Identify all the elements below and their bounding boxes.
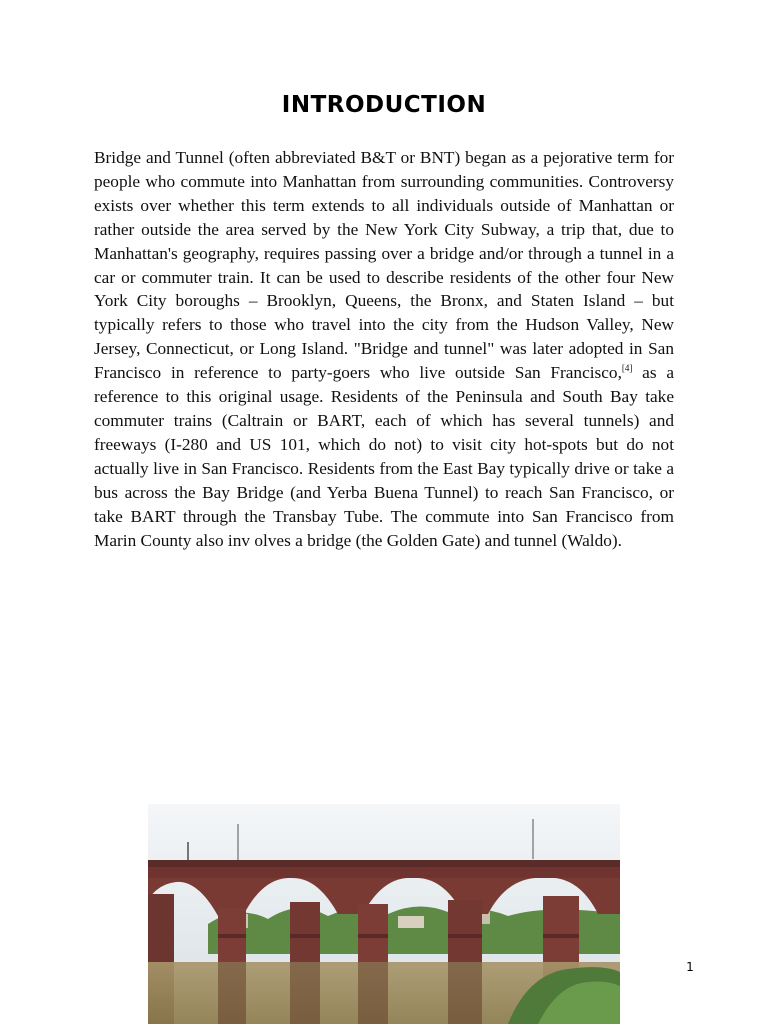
page-number: 1 bbox=[686, 960, 694, 974]
paragraph-text-part2: as a reference to this original usage. Residents of the Peninsula and South Bay take commuter trains (Caltrain or BART, each of which has several tunnels) and freeways (I-280 and US 101, which do not) to visit city hot-spots but do not actually live in San Francisco. Residents from the East Bay typically drive or take a bus across the Bay Bridge (and Yerba Buena Tunnel) to reach San Francisco, or take BART through the Transbay Tube. The commute into San Francisco from Marin County also inv olves a bridge (the Golden Gate) and tunnel (Waldo). bbox=[94, 363, 674, 550]
citation-link[interactable]: [4] bbox=[621, 363, 633, 374]
bridge-photo bbox=[148, 804, 620, 1024]
page-title: INTRODUCTION bbox=[281, 92, 487, 118]
bridge-photo-graphic bbox=[148, 804, 620, 1024]
intro-paragraph bbox=[94, 146, 674, 552]
paragraph-text-part1: Bridge and Tunnel (often abbreviated B&T or BNT) began as a pejorative term for people who commute into Manhattan from surrounding communities. Controversy exists over whether this term extends to all individuals outside of Manhattan or rather outside the area served by the New York City Subway, a trip that, due to Manhattan's geography, requires passing over a bridge and/or through a tunnel in a car or commuter train. It can be used to describe residents of the other four New York City boroughs – Brooklyn, Queens, the Bronx, and Staten Island – but typically refers to those who travel into the city from the Hudson Valley, New Jersey, Connecticut, or Long Island. "Bridge and tunnel" was later adopted in San Francisco in reference to party-goers who live outside San Francisco, bbox=[94, 148, 674, 383]
